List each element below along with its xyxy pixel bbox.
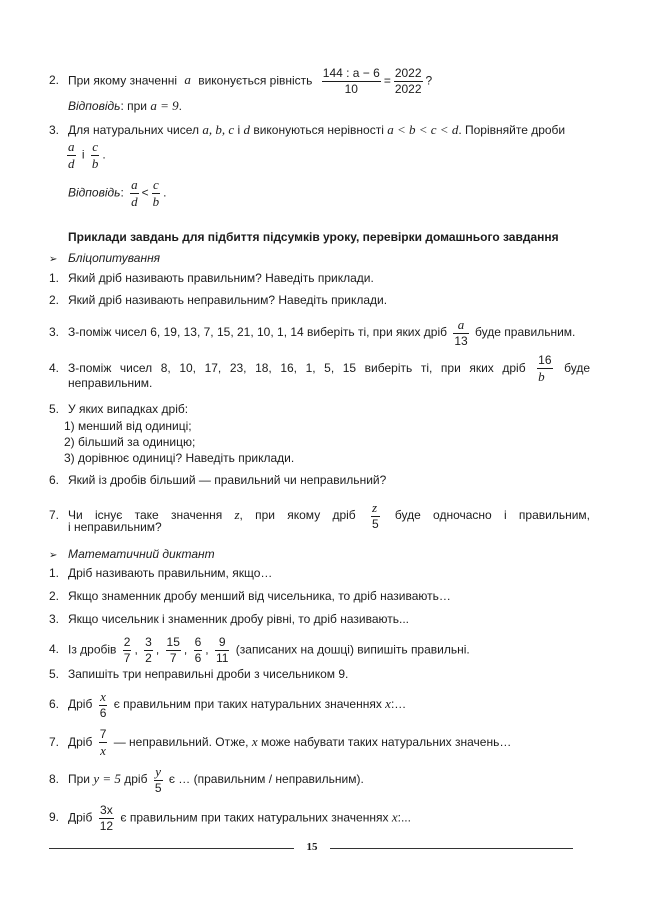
problem-3: 3. Для натуральних чисел a, b, c і d виконуються нерівності a < b < c < d. Порівняйте дроби [49,122,566,137]
problem-number: 2. [49,73,60,88]
blitz-question-4: 4. З-поміж чисел 8, 10, 17, 23, 18, 16, 1, 5, 15 виберіть ті, при яких дріб $\frac{16}{b}$ буде [49,353,590,384]
fraction: $\frac{a}{d}$ [131,177,138,209]
dictation-question-5: 5. Запишіть три неправильні дроби з чисельником 9. [49,667,349,681]
fraction: $\frac{6}{6}$ [194,635,202,665]
dictation-question-4: 4. Із дробів $\frac{2}{7}$ , $\frac{3}{2}$ , $\frac{15}{7}$ , $\frac{6}{6}$ , $\frac{9}{11}$ (записаних на дошці) випишіть правильні. [49,635,470,665]
fraction: $\frac{15}{7}$ [166,635,180,665]
problem-3-fractions: $\frac{a}{d}$ і $\frac{c}{b}$ . [68,139,106,171]
page-number: 15 [306,841,318,853]
blitz-question-6: 6. Який із дробів більший — правильний чи неправильний? [49,473,387,487]
blitz-question-4-cont: неправильним. [68,376,153,390]
fraction: $\frac{7}{x}$ [99,727,107,758]
option-2: 2) більший за одиницю; [64,435,196,449]
fraction: $\frac{3}{2}$ [145,635,152,665]
answer-2: Відповідь: при a = 9. [68,98,182,113]
section-title-dictation: ➢ Математичний диктант [49,546,590,564]
dictation-question-7: 7. Дріб $\frac{7}{x}$ — неправильний. Отже, x може набувати таких натуральних значень… [49,727,512,758]
dictation-question-3: 3. Якщо чисельник і знаменник дробу рівні, то дріб називають... [49,612,409,626]
fraction: $\frac{x}{6}$ [99,689,107,720]
blitz-question-5: 5. У яких випадках дріб: [49,402,189,416]
arrow-icon: ➢ [49,254,58,265]
fraction: $\frac{a}{d}$ [68,139,75,171]
dictation-question-2: 2. Якщо знаменник дробу менший від чисельника, то дріб називають… [49,589,451,603]
fraction: $\frac{144 : a - 6}{10}$ [322,66,380,96]
fraction: $\frac{c}{b}$ [91,139,99,171]
arrow-icon: ➢ [49,550,58,561]
fraction: $\frac{2022}{2022}$ [394,66,422,96]
option-3: 3) дорівнює одиниці? Наведіть приклади. [64,451,295,465]
problem-2: 2. При якому значенні a виконується рівність $\frac{144 : a - 6}{10}$ = $\frac{2022}{2022}$ ? [49,66,433,96]
blitz-question-2: 2. Який дріб називають неправильним? Наведіть приклади. [49,293,388,307]
blitz-question-3: 3. З-поміж чисел 6, 19, 13, 7, 15, 21, 10, 1, 14 виберіть ті, при яких дріб $\frac{a}{13}$ буде правильним. [49,317,576,348]
dictation-question-9: 9. Дріб $\frac{3x}{12}$ є правильним при таких натуральних значеннях x:... [49,803,411,833]
fraction: $\frac{z}{5}$ [371,500,379,531]
blitz-question-7: 7. Чи існує таке значення z, при якому дріб $\frac{z}{5}$ буде одночасно і правильним, [49,500,590,531]
fraction: $\frac{3x}{12}$ [99,803,114,833]
section-heading: Приклади завдань для підбиття підсумків уроку, перевірки домашнього завдання [68,230,559,244]
footer-rule-left [49,848,294,849]
fraction: $\frac{y}{5}$ [154,764,162,795]
blitz-question-7-cont: і неправильним? [68,520,162,534]
answer-3: Відповідь: $\frac{a}{d}$ < $\frac{c}{b}$ . [68,177,167,209]
fraction: $\frac{9}{11}$ [215,635,229,665]
dictation-question-6: 6. Дріб $\frac{x}{6}$ є правильним при таких натуральних значеннях x:… [49,689,407,720]
fraction: $\frac{2}{7}$ [123,635,131,665]
option-1: 1) менший від одиниці; [64,419,192,433]
problem-number: 3. [49,123,60,137]
footer-rule-right [330,848,573,849]
blitz-question-1: 1. Який дріб називають правильним? Наведіть приклади. [49,271,374,285]
fraction: $\frac{a}{13}$ [454,317,468,348]
section-title-blitz: ➢ Бліцопитування [49,250,590,268]
fraction: $\frac{c}{b}$ [152,177,160,209]
fraction: $\frac{16}{b}$ [538,353,552,384]
dictation-question-8: 8. При y = 5 дріб $\frac{y}{5}$ є … (правильним / неправильним). [49,764,364,795]
dictation-question-1: 1. Дріб називають правильним, якщо… [49,566,273,580]
